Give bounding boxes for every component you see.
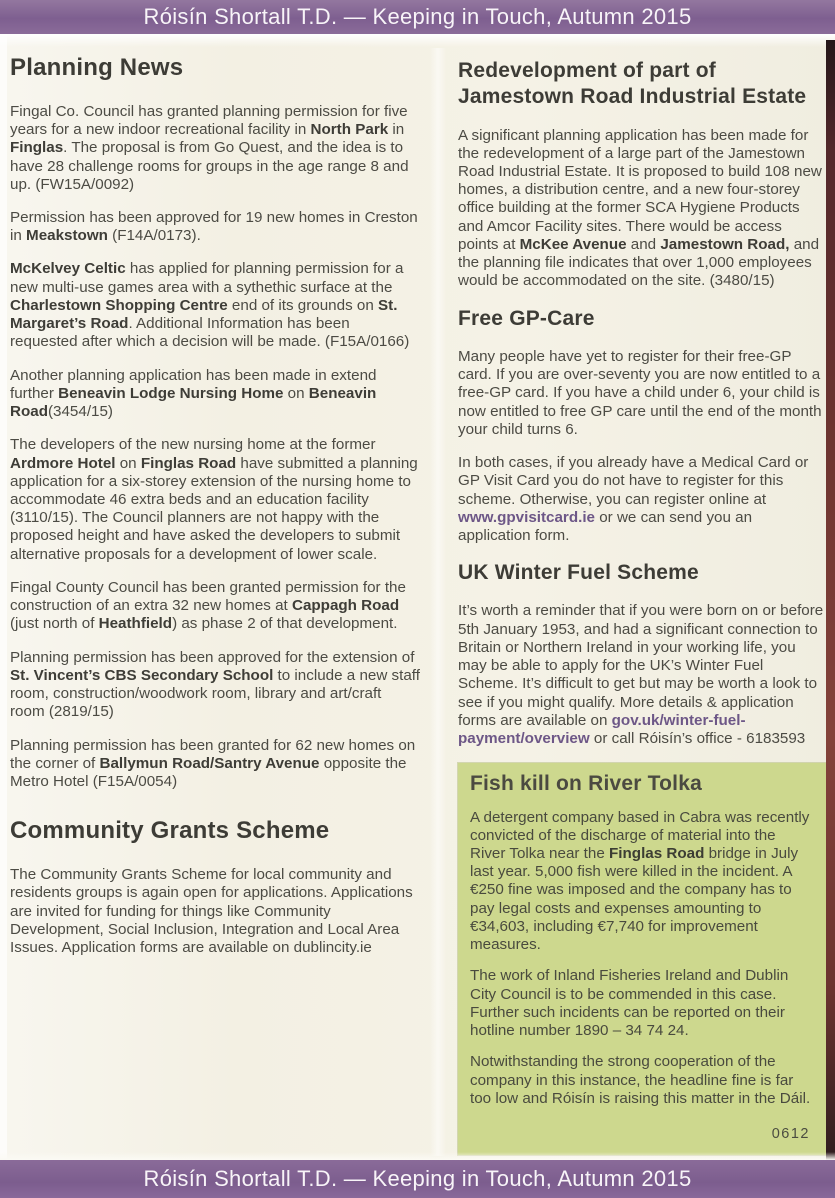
jamestown-body bbox=[458, 127, 826, 291]
text-run: Fingal Co. Council has granted planning permission for five years for a new indoor recreational facility in bbox=[10, 102, 408, 139]
text-run: Another planning application has been made in extend further bbox=[10, 366, 377, 402]
fish-kill-heading: Fish kill on River Tolka bbox=[470, 772, 702, 796]
planning-news-heading: Planning News bbox=[10, 54, 184, 81]
text-run: The Community Grants Scheme for local community and residents groups is again open for applications. Applications are invited for funding for things like Community Development, Social Inclusion, Integration and Local Area Issues. Application forms are available on dublincity.ie bbox=[10, 866, 413, 957]
header-banner-text: Róisín Shortall T.D. — Keeping in Touch, Autumn 2015 bbox=[143, 4, 692, 29]
bold-text: Finglas Road bbox=[609, 844, 705, 862]
paper-bottom-edge bbox=[0, 1152, 835, 1160]
bold-text: Jamestown Road, bbox=[660, 235, 790, 253]
text-run: Notwithstanding the strong cooperation of the company in this instance, the headline fine is far too low and Róisín is raising this matter in the Dáil. bbox=[470, 1053, 811, 1107]
text-run: on bbox=[283, 384, 309, 402]
bold-text: McKelvey Celtic bbox=[10, 260, 126, 278]
free-gp-care-body bbox=[458, 348, 826, 545]
paragraph bbox=[10, 209, 420, 245]
bold-text: Ballymun Road/Santry Avenue bbox=[99, 754, 320, 772]
section-community-grants bbox=[10, 817, 420, 957]
text-run: Fingal County Council has been granted permission for the construction of an extra 32 new homes at bbox=[10, 578, 406, 615]
bold-text: St. Margaret’s Road bbox=[10, 296, 398, 333]
bold-text: Beneavin Road bbox=[10, 384, 377, 421]
paragraph bbox=[10, 866, 420, 957]
text-run: or call Róisín’s office - 6183593 bbox=[589, 730, 806, 748]
inline-link-text: www.gpvisitcard.ie bbox=[458, 508, 596, 526]
paragraph bbox=[470, 967, 814, 1040]
text-run: A significant planning application has been made for the redevelopment of a large part of the Jamestown Road Industrial Estate. It is proposed to build 108 new homes, a distribution centre, and a new four-storey office building at the former SCA Hygiene Products and Amcor Facility sites. There would be access points at bbox=[458, 126, 822, 253]
text-run: It’s worth a reminder that if you were born on or before 5th January 1953, and had a significant connection to Britain or Northern Ireland in your working life, you may be able to apply for the UK’s Winter Fuel Scheme. It’s difficult to get but may be worth a look to see if you might qualify. More details & application forms are available on bbox=[458, 602, 824, 729]
text-run: in bbox=[388, 121, 405, 139]
free-gp-care-heading: Free GP-Care bbox=[458, 306, 595, 330]
community-grants-heading: Community Grants Scheme bbox=[10, 817, 330, 845]
text-run: ) as phase 2 of that development. bbox=[172, 615, 398, 633]
text-run: Permission has been approved for 19 new homes in Creston in bbox=[10, 208, 418, 245]
gutter-fold bbox=[430, 48, 446, 1156]
text-run: and bbox=[626, 235, 661, 253]
section-planning-news bbox=[10, 54, 420, 791]
scan-edge-shadow bbox=[826, 40, 835, 1160]
community-grants-body bbox=[10, 866, 420, 957]
uk-winter-fuel-body bbox=[458, 602, 826, 748]
paragraph bbox=[470, 809, 814, 955]
bold-text: Finglas bbox=[10, 139, 64, 157]
footer-banner-text: Róisín Shortall T.D. — Keeping in Touch, Autumn 2015 bbox=[143, 1166, 692, 1191]
page-code: 0612 bbox=[771, 1125, 810, 1142]
paragraph bbox=[458, 127, 826, 291]
text-run: (3454/15) bbox=[47, 403, 113, 421]
text-run: (F14A/0173). bbox=[107, 227, 201, 245]
bold-text: Beneavin Lodge Nursing Home bbox=[58, 384, 284, 402]
paragraph bbox=[10, 436, 420, 564]
text-run: . The proposal is from Go Quest, and the idea is to have 28 challenge rooms for groups in the age range 8 and up. (FW15A/0092) bbox=[10, 139, 409, 193]
bold-text: McKee Avenue bbox=[519, 235, 627, 253]
text-run: Planning permission has been granted for 62 new homes on the corner of bbox=[10, 736, 416, 772]
bold-text: Charlestown Shopping Centre bbox=[10, 296, 228, 314]
text-run: The work of Inland Fisheries Ireland and Dublin City Council is to be commended in this case. Further such incidents can be reported on their hotline number 1890 – 34 74 24. bbox=[470, 967, 789, 1040]
header-banner bbox=[0, 0, 835, 34]
paragraph bbox=[458, 454, 826, 545]
bold-text: Heathfield bbox=[98, 615, 173, 633]
paragraph bbox=[10, 367, 420, 422]
paper-top-edge bbox=[0, 34, 835, 47]
text-run: have submitted a planning application for a six-storey extension of the nursing home to accommodate 46 extra beds and an education facility (3110/15). The Council planners are not happy with the proposed height and have asked the developers to submit alternative proposals for a development of lower scale. bbox=[10, 454, 418, 563]
text-run: . Additional Information has been requested after which a decision will be made. (F15A/0166) bbox=[10, 315, 410, 351]
text-run: to include a new staff room, construction/woodwork room, library and art/craft room (2819/15) bbox=[10, 666, 420, 721]
bold-text: St. Vincent’s CBS Secondary School bbox=[10, 666, 274, 684]
text-run: opposite the Metro Hotel (F15A/0054) bbox=[10, 754, 407, 791]
left-column bbox=[10, 54, 420, 972]
bold-text: Finglas Road bbox=[140, 454, 237, 472]
bold-text: North Park bbox=[310, 121, 389, 139]
text-run: In both cases, if you already have a Medical Card or GP Visit Card you do not have to register for this scheme. Otherwise, you can register online at bbox=[458, 454, 809, 508]
section-jamestown-redevelopment bbox=[458, 58, 826, 291]
bold-text: Meakstown bbox=[26, 227, 108, 245]
bold-text: Cappagh Road bbox=[291, 597, 400, 615]
text-run: end of its grounds on bbox=[227, 296, 378, 314]
footer-banner bbox=[0, 1160, 835, 1198]
fish-kill-body bbox=[470, 809, 814, 1109]
right-column bbox=[458, 58, 826, 1155]
text-run: Many people have yet to register for their free-GP card. If you are over-seventy you are now entitled to a free-GP card. If you have a child under 6, your child is now entitled to free GP care until the end of the month your child turns 6. bbox=[458, 347, 822, 438]
paragraph bbox=[10, 649, 420, 722]
text-run: or we can send you an application form. bbox=[458, 508, 753, 544]
inline-link-text: gov.uk/winter-fuel-payment/overview bbox=[458, 711, 746, 748]
section-free-gp-care bbox=[458, 306, 826, 546]
paragraph bbox=[458, 348, 826, 439]
highlight-box-fish-kill bbox=[458, 763, 826, 1155]
paragraph bbox=[10, 579, 420, 634]
planning-news-body bbox=[10, 103, 420, 792]
text-run: The developers of the new nursing home at the former bbox=[10, 436, 376, 454]
text-run: Planning permission has been approved for the extension of bbox=[10, 648, 415, 666]
scan-left-edge bbox=[0, 34, 7, 1160]
text-run: (just north of bbox=[10, 615, 99, 633]
bold-text: Ardmore Hotel bbox=[10, 454, 116, 472]
paragraph bbox=[10, 103, 420, 194]
paragraph bbox=[470, 1053, 814, 1108]
text-run: on bbox=[115, 454, 141, 472]
paragraph bbox=[10, 737, 420, 792]
text-run: bridge in July last year. 5,000 fish were killed in the incident. A €250 fine was imposed and the company has to pay legal costs and expenses amounting to €34,603, including €7,740 for improvement measures. bbox=[470, 844, 799, 954]
text-run: A detergent company based in Cabra was recently convicted of the discharge of material into the River Tolka near the bbox=[470, 808, 810, 862]
uk-winter-fuel-heading: UK Winter Fuel Scheme bbox=[458, 561, 699, 585]
jamestown-heading: Redevelopment of part of Jamestown Road Industrial Estate bbox=[458, 59, 807, 109]
text-run: and the planning file indicates that over 1,000 employees would be accommodated on the site. (3480/15) bbox=[458, 235, 820, 290]
text-run: has applied for planning permission for a new multi-use games area with a sythethic surface at the bbox=[10, 260, 404, 296]
paragraph bbox=[10, 260, 420, 351]
section-uk-winter-fuel bbox=[458, 560, 826, 748]
paragraph bbox=[458, 602, 826, 748]
